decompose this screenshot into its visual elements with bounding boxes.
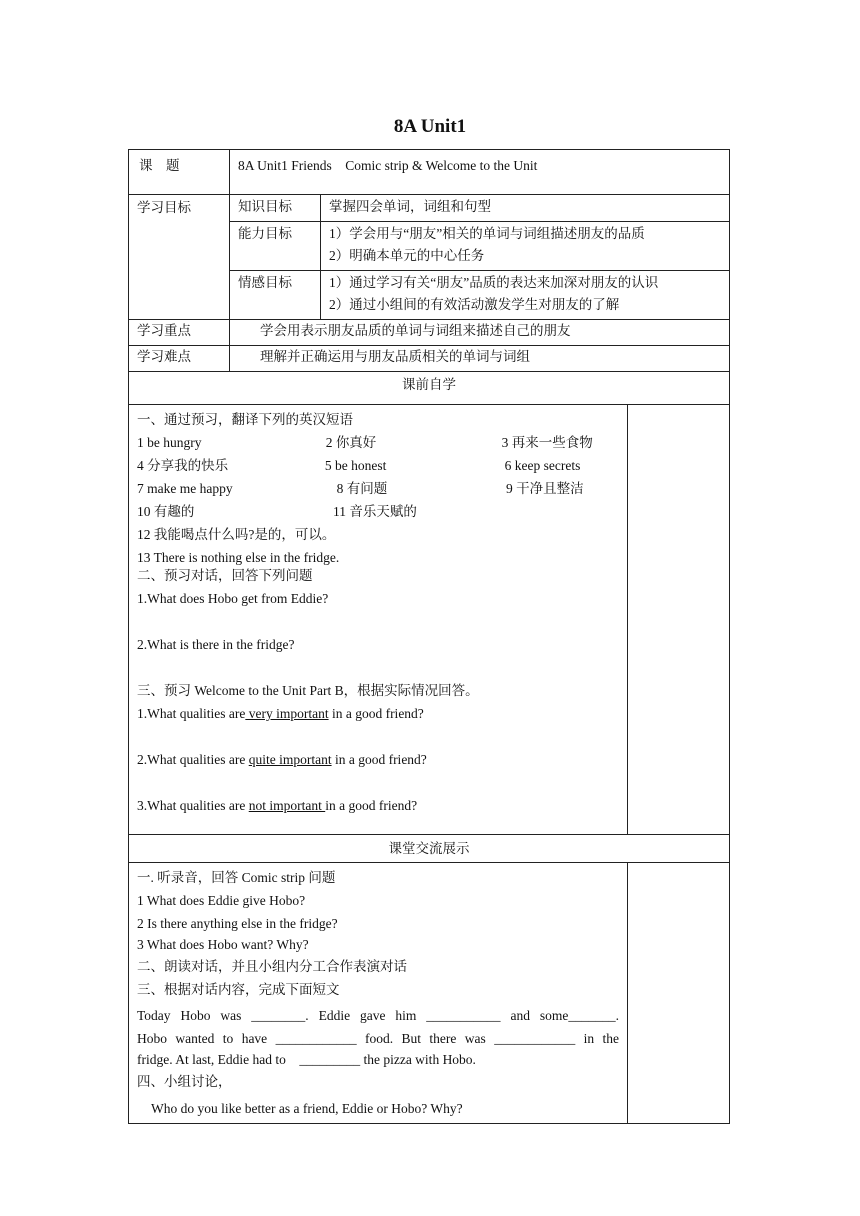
difficulty-label: 学习难点: [129, 346, 230, 372]
inclass-content: [129, 863, 628, 1124]
preclass-s2-question-2: 2.What is there in the fridge?: [137, 637, 295, 652]
phrase-13: 13 There is nothing else in the fridge.: [137, 550, 340, 565]
keypoint-label: 学习重点: [129, 320, 230, 346]
phrase-8: 8 有问题: [336, 481, 388, 496]
passage-line-2: Hobo wanted to have ____________ food. But there was ____________ in the: [137, 1031, 619, 1046]
preclass-header: 课前自学: [129, 372, 730, 405]
lesson-plan-table-wrapper: [128, 149, 729, 1124]
inclass-notes-column: [628, 863, 730, 1124]
emotion-line-1: 1）通过学习有关“朋友”品质的表达来加深对朋友的认识: [329, 275, 659, 290]
q1-text-after: in a good friend?: [328, 706, 424, 721]
ability-label: 能力目标: [230, 222, 321, 271]
preclass-section-2-title: 二、预习对话，回答下列问题: [137, 568, 313, 583]
document-title: 8A Unit1: [393, 116, 467, 137]
phrase-7: 7 make me happy: [137, 481, 233, 496]
phrase-4: 4 分享我的快乐: [137, 458, 229, 473]
topic-row: [129, 150, 730, 195]
phrase-11: 11 音乐天赋的: [333, 504, 417, 519]
inclass-question-2: 2 Is there anything else in the fridge?: [137, 916, 338, 931]
q3-text-before: 3.What qualities are: [137, 798, 249, 813]
inclass-discussion-question: Who do you like better as a friend, Eddie or Hobo? Why?: [151, 1101, 463, 1116]
preclass-section-3-title: 三、预习 Welcome to the Unit Part B，根据实际情况回答。: [137, 683, 479, 698]
difficulty-text: 理解并正确运用与朋友品质相关的单词与词组: [230, 346, 730, 372]
ability-line-1: 1）学会用与“朋友”相关的单词与词组描述朋友的品质: [329, 226, 645, 241]
preclass-s3-question-3: [137, 794, 619, 817]
preclass-s3-question-1: [137, 702, 619, 725]
ability-line-2: 2）明确本单元的中心任务: [329, 248, 485, 263]
preclass-content: [129, 405, 628, 835]
topic-value: 8A Unit1 Friends Comic strip & Welcome to the Unit: [230, 150, 730, 195]
phrase-9: 9 干净且整洁: [506, 481, 584, 496]
preclass-s3-question-2: [137, 748, 619, 771]
inclass-header: 课堂交流展示: [129, 835, 730, 863]
inclass-question-1: 1 What does Eddie give Hobo?: [137, 893, 306, 908]
topic-label: 课 题: [129, 150, 230, 195]
emotion-label: 情感目标: [230, 271, 321, 320]
passage-line-1: Today Hobo was ________. Eddie gave him ___________ and some_______.: [137, 1008, 619, 1023]
objective-knowledge-row: [129, 195, 730, 222]
objectives-label: 学习目标: [129, 195, 230, 320]
phrase-12: 12 我能喝点什么吗?是的，可以。: [137, 527, 336, 542]
q1-underlined: very important: [245, 706, 329, 721]
difficulty-row: [129, 346, 730, 372]
preclass-section-1-title: 一、通过预习，翻译下列的英汉短语: [137, 412, 353, 427]
phrase-row-3: [137, 477, 619, 500]
preclass-s2-question-1: 1.What does Hobo get from Eddie?: [137, 591, 329, 606]
phrase-5: 5 be honest: [324, 458, 387, 473]
phrase-3: 3 再来一些食物: [501, 435, 593, 450]
preclass-notes-column: [628, 405, 730, 835]
phrase-row-4: [137, 500, 619, 523]
inclass-body-row: [129, 863, 730, 1124]
phrase-row-2: [137, 454, 619, 477]
lesson-plan-table: [128, 149, 730, 1124]
phrase-10: 10 有趣的: [137, 504, 195, 519]
phrase-2: 2 你真好: [325, 435, 377, 450]
inclass-header-row: [129, 835, 730, 863]
phrase-1: 1 be hungry: [137, 435, 202, 450]
phrase-6: 6 keep secrets: [504, 458, 581, 473]
q3-text-after: in a good friend?: [325, 798, 418, 813]
emotion-text: [321, 271, 730, 320]
knowledge-label: 知识目标: [230, 195, 321, 222]
preclass-header-row: [129, 372, 730, 405]
knowledge-text: 掌握四会单词，词组和句型: [321, 195, 730, 222]
passage-line-3: fridge. At last, Eddie had to _________ the pizza with Hobo.: [137, 1052, 476, 1067]
inclass-section-1-title: 一. 听录音，回答 Comic strip 问题: [137, 870, 336, 885]
preclass-body-row: [129, 405, 730, 835]
keypoint-row: [129, 320, 730, 346]
q2-text-after: in a good friend?: [331, 752, 427, 767]
q1-text-before: 1.What qualities are: [137, 706, 246, 721]
q3-underlined: not important: [248, 798, 326, 813]
inclass-section-2-title: 二、朗读对话，并且小组内分工合作表演对话: [137, 959, 407, 974]
q2-underlined: quite important: [248, 752, 332, 767]
inclass-section-3-title: 三、根据对话内容，完成下面短文: [137, 982, 340, 997]
q2-text-before: 2.What qualities are: [137, 752, 249, 767]
emotion-line-2: 2）通过小组间的有效活动激发学生对朋友的了解: [329, 297, 620, 312]
inclass-question-3: 3 What does Hobo want? Why?: [137, 937, 309, 952]
keypoint-text: 学会用表示朋友品质的单词与词组来描述自己的朋友: [230, 320, 730, 346]
inclass-section-4-title: 四、小组讨论，: [137, 1074, 232, 1089]
ability-text: [321, 222, 730, 271]
phrase-row-1: [137, 431, 619, 454]
